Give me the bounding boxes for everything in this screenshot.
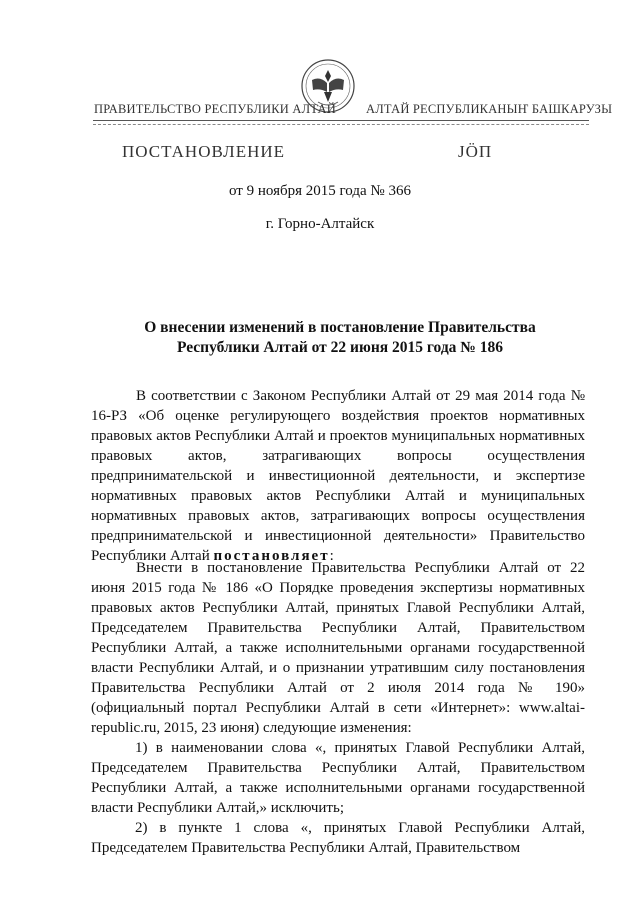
doc-type-russian: ПОСТАНОВЛЕНИЕ [122,142,286,161]
doc-type-altai: ЈӦП [458,142,493,161]
document-title [100,318,580,358]
paragraph-2-text: Внести в постановление Правительства Республики Алтай от 22 июня 2015 года № 186 «О Порядке проведения экспертизы нормативных правовых актов Республики Алтай, принятых Главой Республики Алтай, Председателем Правительства Республики Алтай, Правительством Республики Алтай, а также исполнительными органами государственной власти Республики Алтай, и о признании утратившим силу постановления Правительства Республики Алтай от 2 июля 2014 года № 190» (официальный портал Республики Алтай в сети «Интернет»: www.altai-republic.ru, 2015, 23 июня) следующие изменения: [91,560,585,736]
government-name-altai: АЛТАЙ РЕСПУБЛИКАНЫҤ БАШКАРУЗЫ [366,102,613,116]
resolves-colon: : [329,548,334,564]
title-line-2: Республики Алтай от 22 июня 2015 года № 186 [176,339,504,356]
resolves-word: постановляет [213,548,330,564]
document-city: г. Горно-Алтайск [265,216,375,232]
title-line-1: О внесении изменений в постановление Правительства [144,319,536,336]
paragraph-1-text: В соответствии с Законом Республики Алтай от 29 мая 2014 года № 16-РЗ «Об оценке регулирующего воздействия проектов нормативных правовых актов Республики Алтай и проектов муниципальных нормативных правовых актов, затрагивающих вопросы осуществления предпринимательской и инвестиционной деятельности, и экспертизе нормативных правовых актов Республики Алтай и муниципальных нормативных правовых актов, затрагивающих вопросы осуществления предпринимательской и инвестиционной деятельности» Правительство Республики Алтай [91,388,585,564]
item-1: 1) в наименовании слова «, принятых Главой Республики Алтай, Председателем Правительства Республики Алтай, Правительством Республики Алтай, а также исполнительными органами государственной власти Республики Алтай,» исключить; [91,740,585,816]
paragraph-1 [91,386,585,566]
government-name-russian: ПРАВИТЕЛЬСТВО РЕСПУБЛИКИ АЛТАЙ [94,102,336,116]
header-rule [93,120,589,121]
item-2: 2) в пункте 1 слова «, принятых Главой Республики Алтай, Председателем Правительства Республики Алтай, Правительством [91,820,585,856]
header-rule-dashed [93,124,589,125]
paragraph-2 [91,558,585,858]
document-date: от 9 ноября 2015 года № 366 [229,183,411,199]
